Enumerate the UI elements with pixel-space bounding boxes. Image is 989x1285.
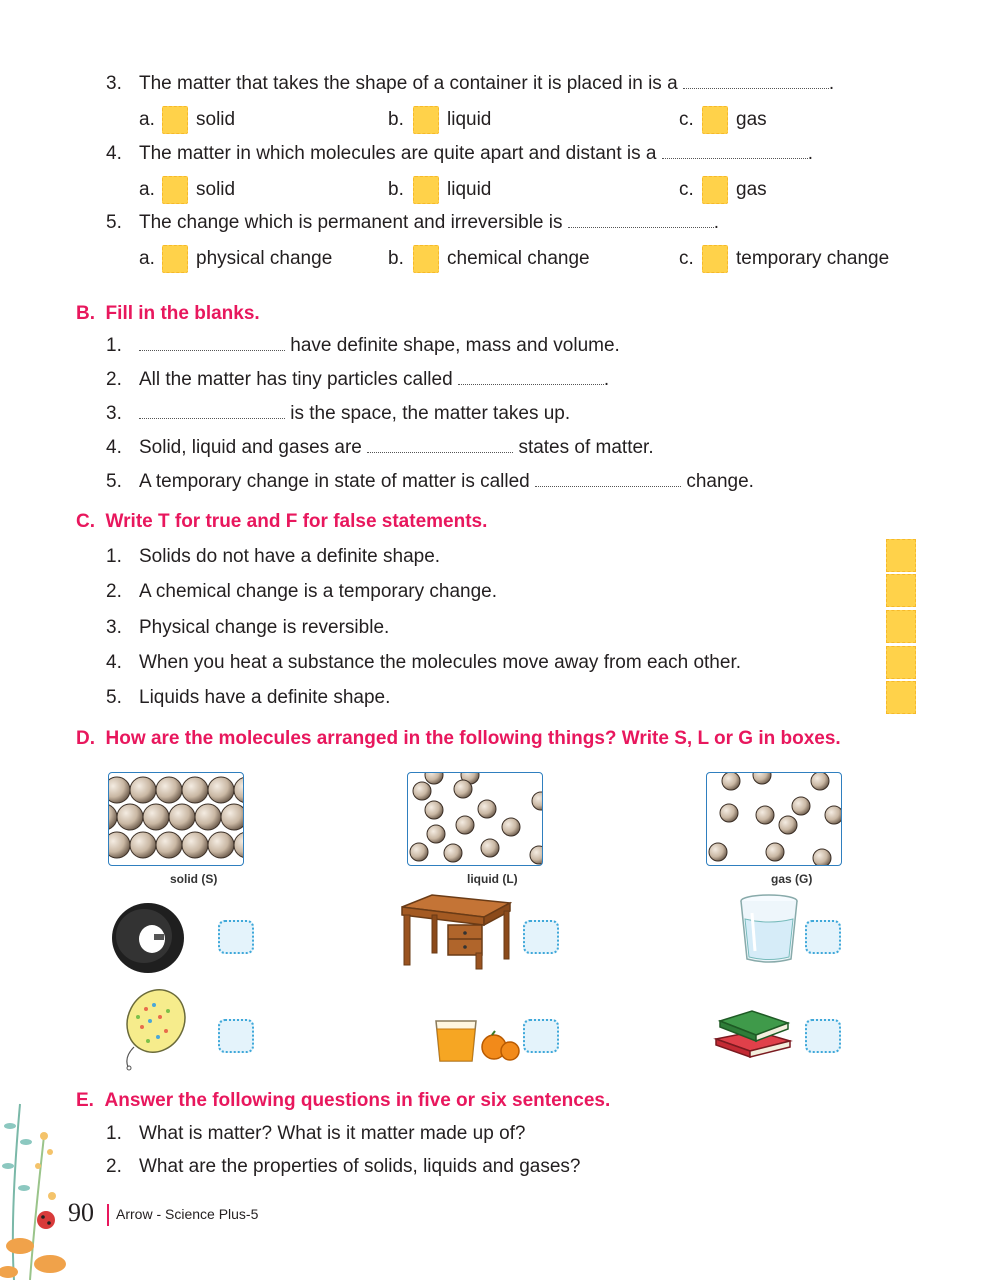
table-picture xyxy=(392,893,512,978)
answer-blank[interactable] xyxy=(139,336,285,351)
option-label: gas xyxy=(736,179,767,200)
glass-of-water-picture xyxy=(738,893,800,970)
option-label: temporary change xyxy=(736,248,890,269)
gas-molecules-diagram xyxy=(706,772,842,866)
question-text: The matter that takes the shape of a container it is placed in is a . xyxy=(139,73,835,94)
question-text: What is matter? What is it matter made up of? xyxy=(139,1123,526,1144)
fill-number: 3. xyxy=(106,403,122,424)
fill-number: 5. xyxy=(106,471,122,492)
section-d-heading: D. How are the molecules arranged in the following things? Write S, L or G in boxes. xyxy=(76,728,841,749)
statement-number: 4. xyxy=(106,652,122,673)
option-checkbox[interactable] xyxy=(162,176,188,204)
section-b-heading: B. Fill in the blanks. xyxy=(76,303,260,324)
answer-blank[interactable] xyxy=(535,472,681,487)
question-number: 1. xyxy=(106,1123,122,1144)
section-e-heading: E. Answer the following questions in five or six sentences. xyxy=(76,1090,611,1111)
statement-text: A chemical change is a temporary change. xyxy=(139,581,498,602)
tyre-picture xyxy=(110,900,190,981)
fill-text: have definite shape, mass and volume. xyxy=(139,334,620,358)
answer-box-books[interactable] xyxy=(805,1019,841,1053)
floral-decoration-icon xyxy=(0,1096,70,1285)
option-letter: a. xyxy=(139,109,155,130)
option-label: solid xyxy=(196,109,236,130)
liquid-caption: liquid (L) xyxy=(467,872,518,886)
true-false-box[interactable] xyxy=(886,646,916,679)
answer-blank[interactable] xyxy=(683,74,829,89)
true-false-box[interactable] xyxy=(886,539,916,572)
statement-text: When you heat a substance the molecules move away from each other. xyxy=(139,652,741,673)
juice-picture xyxy=(432,1017,522,1068)
section-c-heading: C. Write T for true and F for false statements. xyxy=(76,511,488,532)
fill-text: All the matter has tiny particles called . xyxy=(139,369,610,390)
true-false-box[interactable] xyxy=(886,681,916,714)
answer-box-tyre[interactable] xyxy=(218,920,254,954)
book-title: Arrow - Science Plus-5 xyxy=(116,1206,259,1222)
statement-number: 3. xyxy=(106,617,122,638)
answer-blank[interactable] xyxy=(662,144,808,159)
answer-blank[interactable] xyxy=(568,213,714,228)
option-checkbox[interactable] xyxy=(702,176,728,204)
option-checkbox[interactable] xyxy=(162,106,188,134)
solid-caption: solid (S) xyxy=(170,872,218,886)
option-letter: a. xyxy=(139,179,155,200)
balloon-picture xyxy=(112,987,188,1076)
answer-box-balloon[interactable] xyxy=(218,1019,254,1053)
true-false-box[interactable] xyxy=(886,610,916,643)
solid-molecules-diagram xyxy=(108,772,244,866)
fill-text: Solid, liquid and gases are states of matter. xyxy=(139,437,654,458)
liquid-molecules-diagram xyxy=(407,772,543,866)
fill-number: 1. xyxy=(106,335,122,356)
option-letter: c. xyxy=(679,248,694,269)
option-letter: a. xyxy=(139,248,155,269)
books-picture xyxy=(712,993,794,1064)
option-letter: b. xyxy=(388,109,404,130)
statement-text: Liquids have a definite shape. xyxy=(139,687,391,708)
option-checkbox[interactable] xyxy=(413,245,439,273)
option-letter: c. xyxy=(679,109,694,130)
answer-box-juice[interactable] xyxy=(523,1019,559,1053)
answer-box-water[interactable] xyxy=(805,920,841,954)
option-checkbox[interactable] xyxy=(413,106,439,134)
gas-caption: gas (G) xyxy=(771,872,813,886)
option-label: chemical change xyxy=(447,248,590,269)
true-false-box[interactable] xyxy=(886,574,916,607)
footer-divider xyxy=(107,1204,109,1226)
statement-number: 1. xyxy=(106,546,122,567)
option-letter: b. xyxy=(388,248,404,269)
question-text: What are the properties of solids, liquids and gases? xyxy=(139,1156,581,1177)
fill-text: is the space, the matter takes up. xyxy=(139,402,570,426)
answer-blank[interactable] xyxy=(367,438,513,453)
option-checkbox[interactable] xyxy=(702,245,728,273)
question-number: 5. xyxy=(106,212,122,233)
fill-number: 2. xyxy=(106,369,122,390)
question-text: The change which is permanent and irreversible is . xyxy=(139,212,720,233)
question-text: The matter in which molecules are quite apart and distant is a . xyxy=(139,143,814,164)
page-number: 90 xyxy=(68,1198,94,1227)
option-letter: c. xyxy=(679,179,694,200)
question-number: 4. xyxy=(106,143,122,164)
option-letter: b. xyxy=(388,179,404,200)
option-checkbox[interactable] xyxy=(702,106,728,134)
answer-blank[interactable] xyxy=(139,404,285,419)
option-label: gas xyxy=(736,109,767,130)
fill-number: 4. xyxy=(106,437,122,458)
fill-text: A temporary change in state of matter is called change. xyxy=(139,471,754,492)
answer-blank[interactable] xyxy=(458,370,604,385)
question-number: 2. xyxy=(106,1156,122,1177)
option-label: solid xyxy=(196,179,236,200)
answer-box-table[interactable] xyxy=(523,920,559,954)
option-label: liquid xyxy=(447,109,492,130)
option-label: physical change xyxy=(196,248,333,269)
statement-number: 5. xyxy=(106,687,122,708)
statement-text: Solids do not have a definite shape. xyxy=(139,546,441,567)
question-number: 3. xyxy=(106,73,122,94)
option-label: liquid xyxy=(447,179,492,200)
option-checkbox[interactable] xyxy=(413,176,439,204)
option-checkbox[interactable] xyxy=(162,245,188,273)
statement-text: Physical change is reversible. xyxy=(139,617,390,638)
statement-number: 2. xyxy=(106,581,122,602)
